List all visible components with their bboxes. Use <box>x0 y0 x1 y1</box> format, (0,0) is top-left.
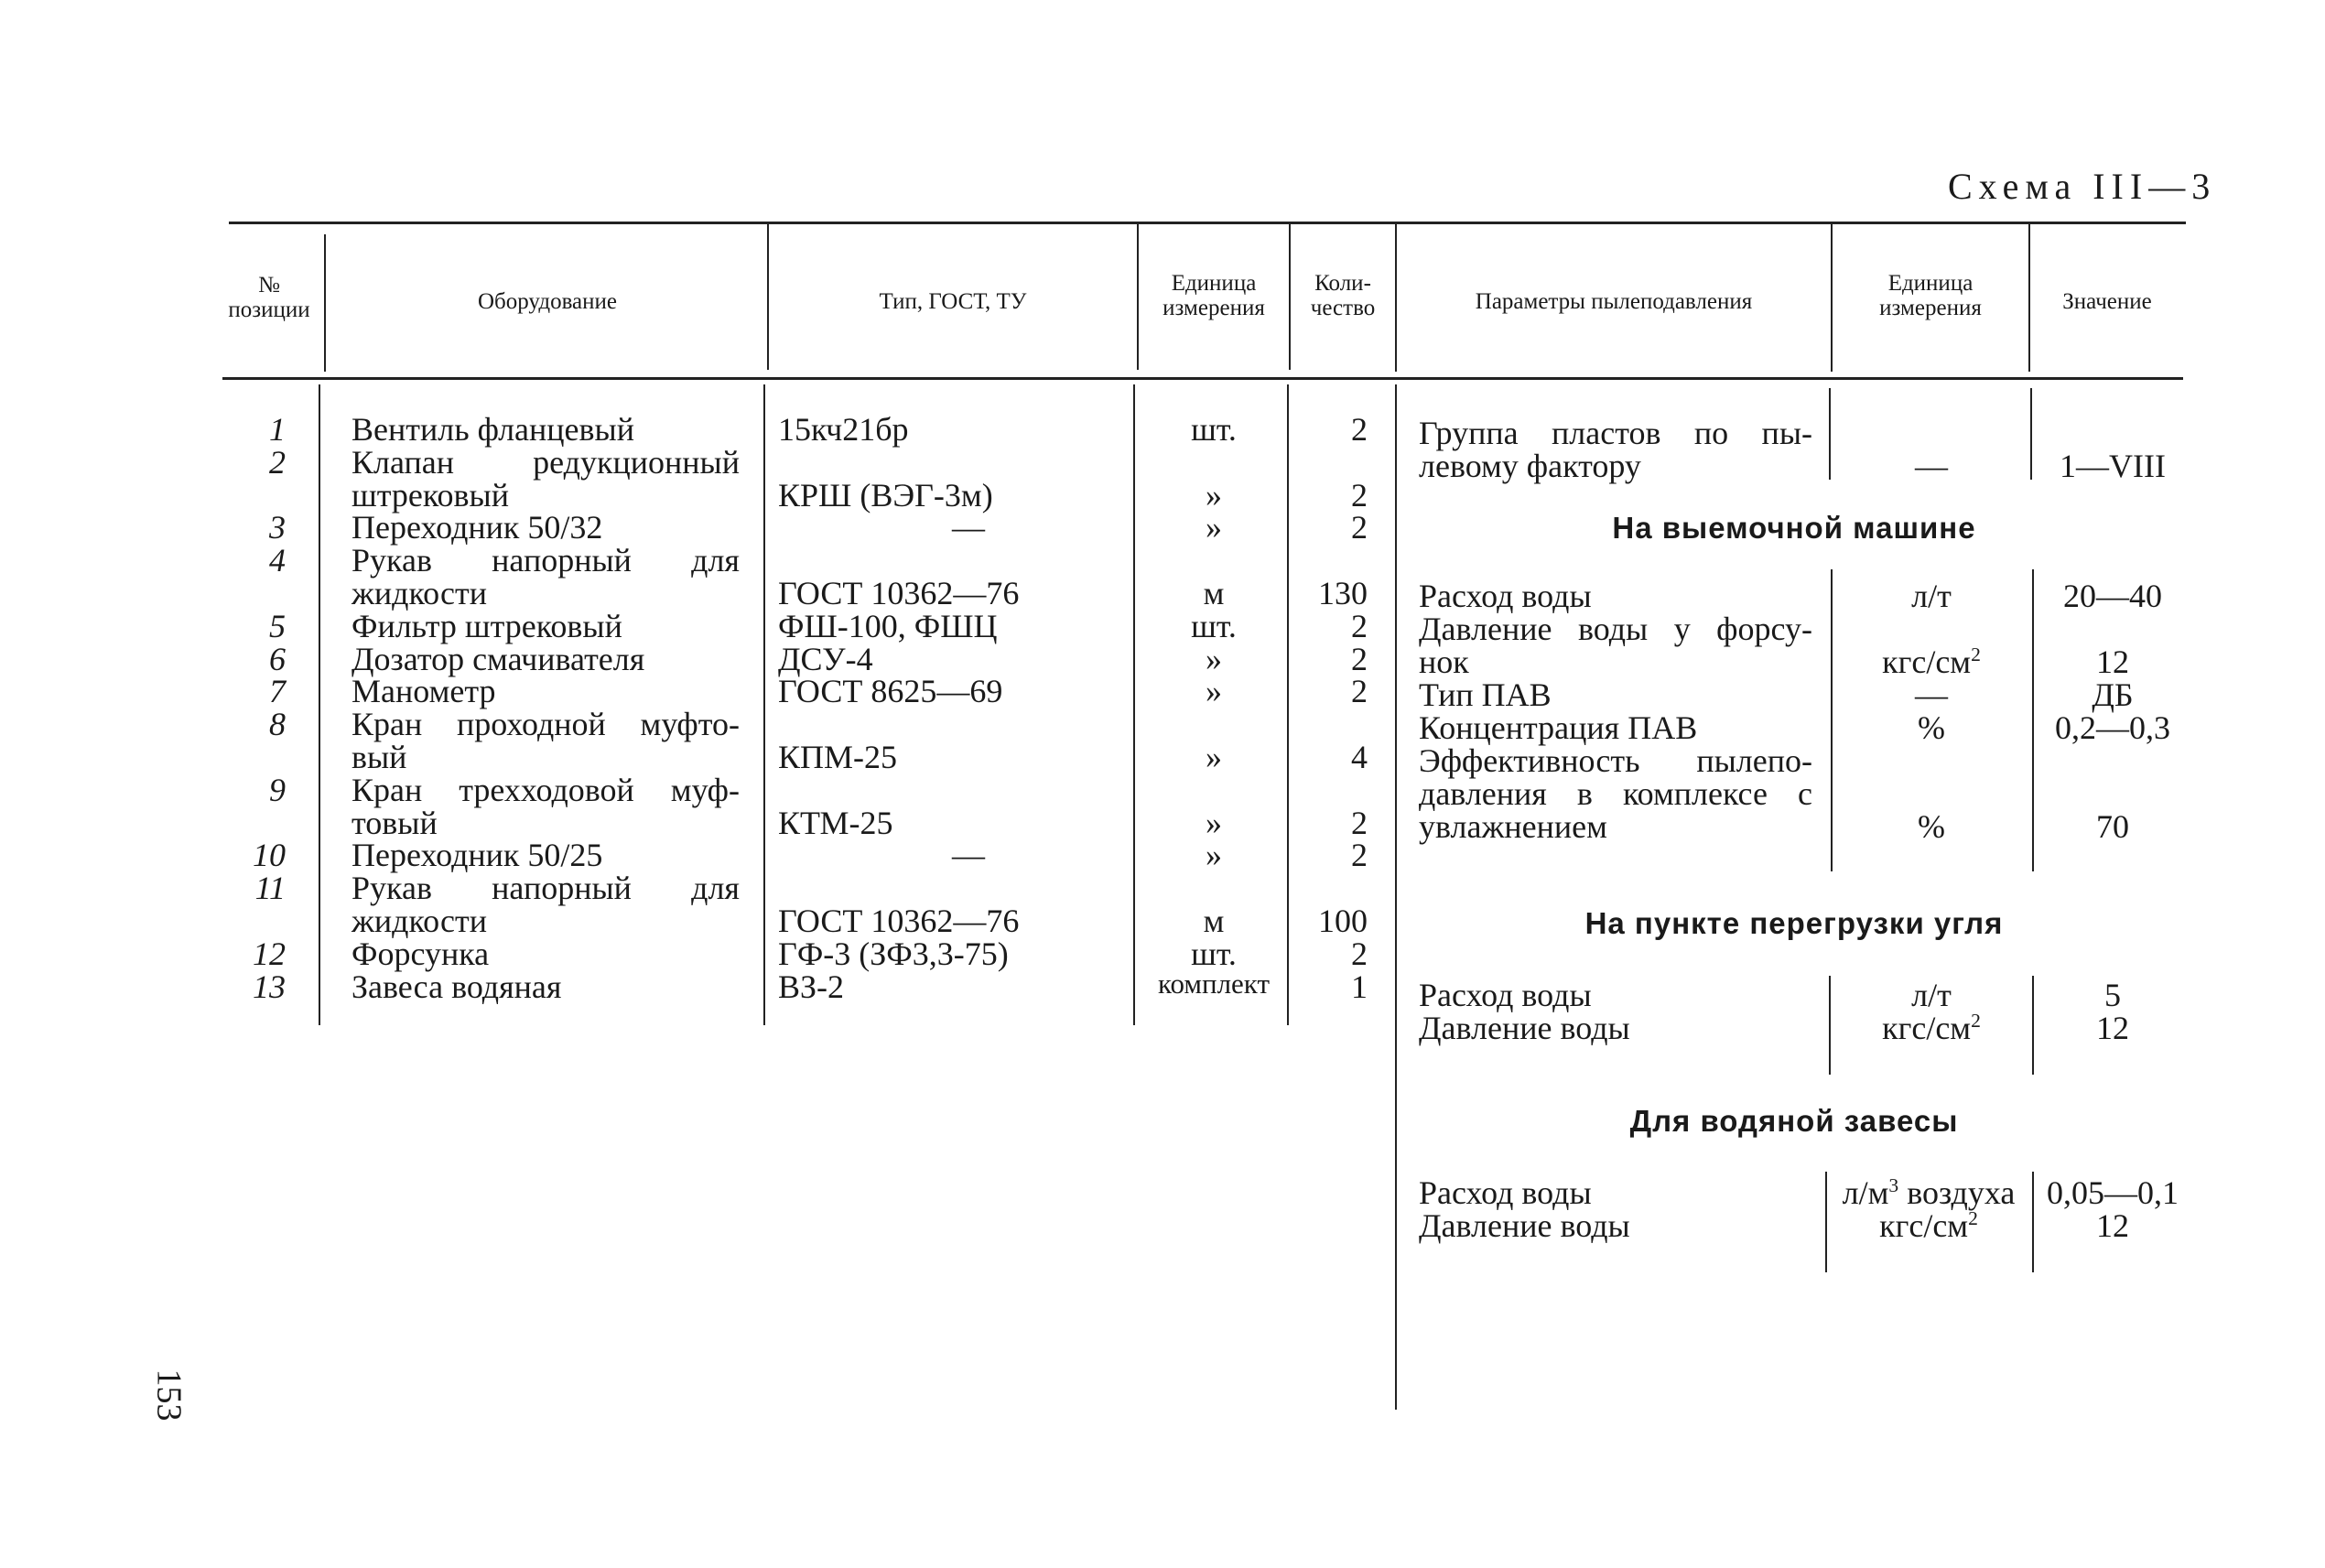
position-number: 1 <box>269 411 286 448</box>
header-sep-1 <box>324 234 326 372</box>
group-sep-unit <box>1829 388 1831 480</box>
equipment-name: Фильтр штрековый <box>351 608 622 644</box>
param-unit-text: кгс/см <box>1879 1207 1969 1244</box>
equipment-name: штрековый <box>351 477 509 514</box>
header-unit-line2: измерения <box>1162 296 1265 320</box>
header-unit2-line2: измерения <box>1879 296 1982 320</box>
equipment-type: ДСУ-4 <box>778 641 873 677</box>
header-position <box>216 273 322 322</box>
equipment-quantity: 4 <box>1351 739 1368 775</box>
position-number: 13 <box>253 968 286 1005</box>
param-name: Давление воды <box>1419 1010 1630 1046</box>
param-name: увлажнением <box>1419 808 1607 845</box>
equipment-type: ФШ-100, ФШЦ <box>778 608 998 644</box>
header-unit <box>1139 271 1289 320</box>
param-unit <box>1833 1009 2030 1047</box>
position-number: 3 <box>269 509 286 546</box>
equipment-type: ГОСТ 10362—76 <box>778 575 1020 611</box>
equipment-unit: м <box>1203 903 1225 939</box>
equipment-name: Вентиль фланцевый <box>351 411 634 448</box>
param-name: Эффективность пылепо- <box>1419 742 1812 779</box>
param-name: Давление воды <box>1419 1207 1630 1244</box>
body-sep-main <box>1395 384 1397 1410</box>
equipment-quantity: 2 <box>1351 935 1368 972</box>
param-unit-text: л/т <box>1911 977 1952 1013</box>
param-unit-text: л/т <box>1911 578 1952 614</box>
equipment-type: ГОСТ 8625—69 <box>778 673 1003 709</box>
param-name: Тип ПАВ <box>1419 676 1552 713</box>
body-sep-1 <box>319 384 320 1025</box>
machine-sep-value <box>2032 569 2034 871</box>
equipment-quantity: 100 <box>1318 903 1368 939</box>
param-unit-text: кгс/см <box>1882 643 1972 680</box>
param-name: Концентрация ПАВ <box>1419 709 1698 746</box>
header-bottom-rule <box>222 377 2183 380</box>
header-top-rule <box>229 222 2186 224</box>
position-number: 5 <box>269 608 286 644</box>
param-value: 5 <box>2104 977 2121 1013</box>
param-name: Давление воды у форсу- <box>1419 611 1812 647</box>
param-value: 20—40 <box>2063 578 2162 614</box>
group-sep-value <box>2030 388 2032 480</box>
equipment-type: — <box>952 837 985 873</box>
param-unit <box>1833 577 2030 615</box>
param-unit-suffix: воздуха <box>1898 1174 2016 1211</box>
param-unit-superscript: 3 <box>1888 1174 1899 1196</box>
page-number: 153 <box>149 1368 189 1422</box>
equipment-name: Переходник 50/32 <box>351 509 603 546</box>
header-sep-2 <box>767 223 769 370</box>
header-unit2 <box>1833 271 2028 320</box>
equipment-type: КТМ-25 <box>778 805 893 841</box>
param-unit-text: % <box>1918 709 1945 746</box>
curtain-heading: Для водяной завесы <box>1629 1104 1959 1138</box>
machine-heading: На выемочной машине <box>1612 511 1976 545</box>
position-number: 6 <box>269 641 286 677</box>
header-params: Параметры пылеподавления <box>1475 289 1753 314</box>
equipment-name: Кран трехходовой муф- <box>351 772 740 808</box>
equipment-unit: шт. <box>1191 608 1237 644</box>
param-unit <box>1825 1206 2032 1245</box>
equipment-unit: » <box>1206 805 1222 841</box>
equipment-unit: » <box>1206 673 1222 709</box>
position-number: 7 <box>269 673 286 709</box>
equipment-name: Переходник 50/25 <box>351 837 603 873</box>
equipment-type: 15кч21бр <box>778 411 909 448</box>
param-name: левому фактору <box>1419 448 1641 484</box>
param-name: нок <box>1419 643 1469 680</box>
position-number: 8 <box>269 706 286 742</box>
param-name: Расход воды <box>1419 977 1592 1013</box>
equipment-name: жидкости <box>351 903 487 939</box>
param-value: 12 <box>2096 643 2129 680</box>
equipment-quantity: 130 <box>1318 575 1368 611</box>
equipment-type: ВЗ-2 <box>778 968 845 1005</box>
equipment-type: — <box>952 509 985 546</box>
reload-heading: На пункте перегрузки угля <box>1584 906 2004 940</box>
param-unit <box>1833 447 2030 485</box>
equipment-unit: шт. <box>1191 935 1237 972</box>
header-unit-line1: Единица <box>1171 271 1257 296</box>
equipment-name: Завеса водяная <box>351 968 562 1005</box>
equipment-name: Манометр <box>351 673 496 709</box>
body-sep-2 <box>763 384 765 1025</box>
header-quantity-line2: чество <box>1310 296 1376 320</box>
param-unit-text: кгс/см <box>1882 1010 1972 1046</box>
position-number: 2 <box>269 444 286 481</box>
param-unit-superscript: 2 <box>1971 1010 1981 1032</box>
header-sep-7 <box>2028 223 2030 372</box>
reload-sep-unit <box>1829 976 1831 1075</box>
header-sep-5 <box>1395 223 1397 372</box>
param-value: 0,2—0,3 <box>2055 709 2170 746</box>
equipment-unit: » <box>1206 837 1222 873</box>
header-quantity <box>1291 271 1395 320</box>
equipment-type: ГОСТ 10362—76 <box>778 903 1020 939</box>
equipment-name: Рукав напорный для <box>351 870 740 906</box>
header-unit2-line1: Единица <box>1887 271 1974 296</box>
equipment-unit: » <box>1206 739 1222 775</box>
param-value: 12 <box>2096 1207 2129 1244</box>
param-name: Группа пластов по пы- <box>1419 415 1812 451</box>
param-unit <box>1833 807 2030 846</box>
position-number: 10 <box>253 837 286 873</box>
equipment-type: КРШ (ВЭГ-3м) <box>778 477 993 514</box>
equipment-unit: » <box>1206 509 1222 546</box>
header-quantity-line1: Коли- <box>1314 271 1371 296</box>
equipment-unit: » <box>1206 641 1222 677</box>
header-position-line1: № <box>258 273 280 297</box>
equipment-quantity: 2 <box>1351 477 1368 514</box>
equipment-unit: комплект <box>1157 968 1271 1000</box>
param-value: 12 <box>2096 1010 2129 1046</box>
equipment-name: Кран проходной муфто- <box>351 706 740 742</box>
header-equipment: Оборудование <box>477 289 617 314</box>
equipment-unit: шт. <box>1191 411 1237 448</box>
position-number: 9 <box>269 772 286 808</box>
param-name: Расход воды <box>1419 1174 1592 1211</box>
position-number: 11 <box>254 870 286 906</box>
header-type: Тип, ГОСТ, ТУ <box>879 289 1027 314</box>
position-number: 4 <box>269 542 286 579</box>
param-unit-superscript: 2 <box>1971 643 1981 665</box>
curtain-sep-value <box>2032 1172 2034 1272</box>
equipment-quantity: 2 <box>1351 805 1368 841</box>
equipment-quantity: 2 <box>1351 837 1368 873</box>
param-unit-text: % <box>1918 808 1945 845</box>
param-unit-text: — <box>1915 676 1948 713</box>
param-unit-superscript: 2 <box>1968 1207 1978 1229</box>
param-unit <box>1833 708 2030 747</box>
equipment-type: КПМ-25 <box>778 739 898 775</box>
header-position-line2: позиции <box>228 297 310 322</box>
equipment-quantity: 2 <box>1351 509 1368 546</box>
equipment-name: вый <box>351 739 407 775</box>
equipment-name: Дозатор смачивателя <box>351 641 645 677</box>
header-value: Значение <box>2062 289 2152 314</box>
equipment-name: товый <box>351 805 438 841</box>
equipment-type: ГФ-3 (ЗФ3,3-75) <box>778 935 1009 972</box>
param-name: Расход воды <box>1419 578 1592 614</box>
param-name: давления в комплексе с <box>1419 775 1812 812</box>
reload-sep-value <box>2032 976 2034 1075</box>
equipment-quantity: 2 <box>1351 608 1368 644</box>
position-number: 12 <box>253 935 286 972</box>
param-value: 1—VIII <box>2060 448 2166 484</box>
equipment-quantity: 2 <box>1351 673 1368 709</box>
scheme-title: Схема III—3 <box>1948 166 2217 207</box>
body-sep-3 <box>1133 384 1135 1025</box>
equipment-unit: м <box>1203 575 1225 611</box>
equipment-quantity: 1 <box>1351 968 1368 1005</box>
param-unit-text: — <box>1915 448 1948 484</box>
equipment-quantity: 2 <box>1351 411 1368 448</box>
equipment-unit: » <box>1206 477 1222 514</box>
equipment-quantity: 2 <box>1351 641 1368 677</box>
param-value: 70 <box>2096 808 2129 845</box>
equipment-name: Рукав напорный для <box>351 542 740 579</box>
param-unit-text: л/м <box>1842 1174 1889 1211</box>
equipment-name: Форсунка <box>351 935 490 972</box>
equipment-name: жидкости <box>351 575 487 611</box>
equipment-name: Клапан редукционный <box>351 444 740 481</box>
param-value: 0,05—0,1 <box>2047 1174 2179 1211</box>
param-value: ДБ <box>2092 676 2134 713</box>
